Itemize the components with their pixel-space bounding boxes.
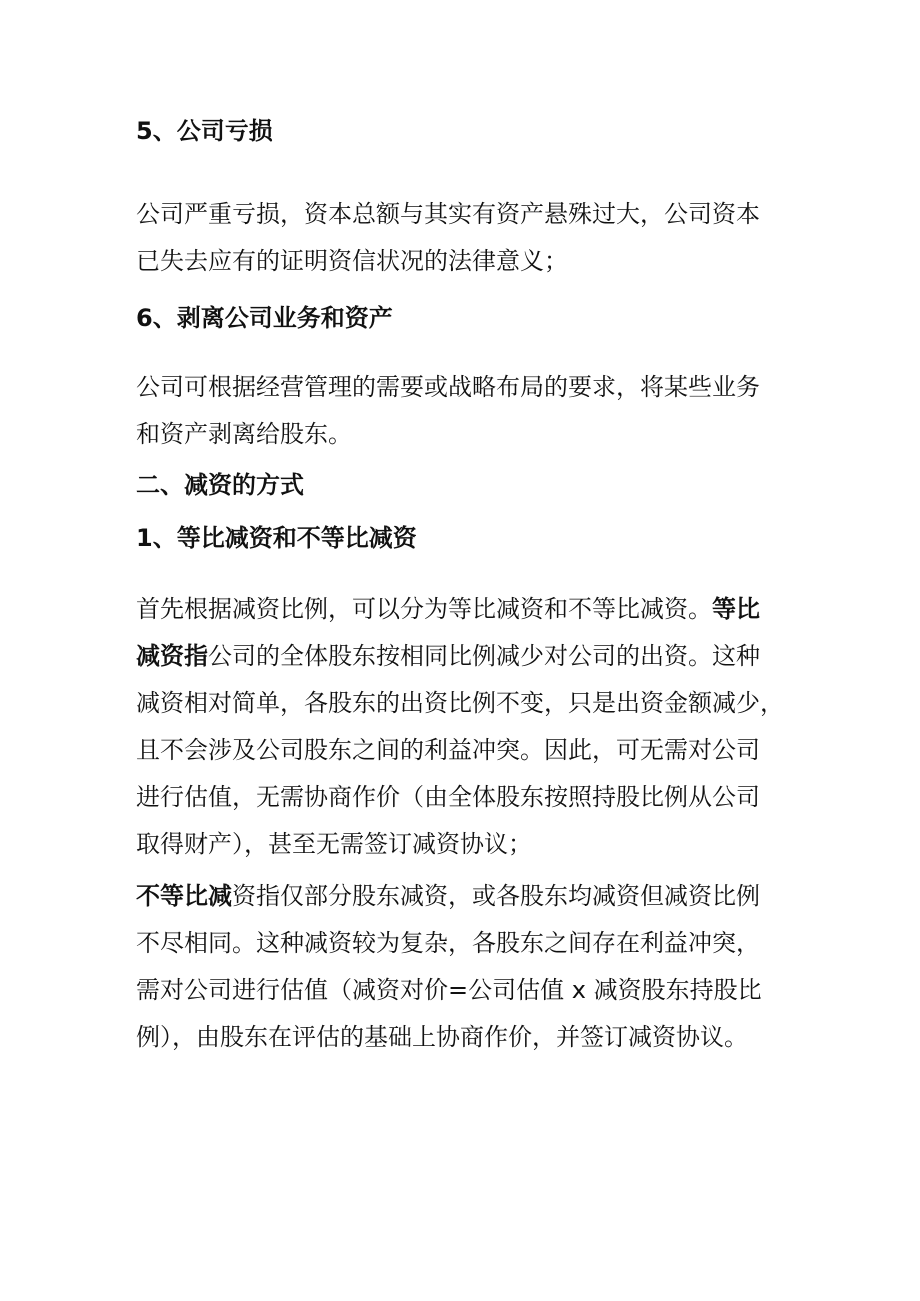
heading-text: 1、等比减资和不等比减资 (136, 524, 417, 552)
heading-6-divest-business (136, 301, 796, 335)
paragraph-line (136, 586, 796, 633)
paragraph-line: 公司可根据经营管理的需要或战略布局的要求，将某些业务 (136, 373, 760, 401)
heading-text: 二、减资的方式 (136, 471, 304, 499)
paragraph-line (136, 633, 796, 680)
paragraph-line: 需对公司进行估值（减资对价=公司估值 x 减资股东持股比 (136, 976, 762, 1004)
heading-text: 5、公司亏损 (136, 117, 273, 145)
bold-term: 不等比减 (136, 882, 232, 910)
paragraph-line: 例），由股东在评估的基础上协商作价，并签订减资协议。 (136, 1023, 748, 1051)
paragraph-non-proportional-reduction (136, 873, 796, 1061)
paragraph-line: 公司严重亏损，资本总额与其实有资产悬殊过大，公司资本 (136, 200, 760, 228)
paragraph-divest-business (136, 364, 796, 458)
paragraph-line: 和资产剥离给股东。 (136, 420, 352, 448)
paragraph-line: 取得财产），甚至无需签订减资协议； (136, 830, 532, 858)
paragraph-line: 减资相对简单，各股东的出资比例不变，只是出资金额减少， (136, 689, 784, 717)
paragraph-line: 且不会涉及公司股东之间的利益冲突。因此，可无需对公司 (136, 736, 760, 764)
paragraph-company-loss (136, 191, 796, 285)
paragraph-proportional-reduction (136, 586, 796, 868)
heading-5-company-loss (136, 114, 796, 148)
bold-term: 等比 (712, 595, 760, 623)
text-run: 资指仅部分股东减资，或各股东均减资但减资比例 (232, 882, 760, 910)
text-run: 公司的全体股东按相同比例减少对公司的出资。这种 (208, 642, 760, 670)
heading-text: 6、剥离公司业务和资产 (136, 304, 393, 332)
paragraph-line (136, 873, 796, 920)
paragraph-line: 进行估值，无需协商作价（由全体股东按照持股比例从公司 (136, 783, 760, 811)
bold-term: 减资指 (136, 642, 208, 670)
text-run: 首先根据减资比例，可以分为等比减资和不等比减资。 (136, 595, 712, 623)
paragraph-line: 不尽相同。这种减资较为复杂，各股东之间存在利益冲突， (136, 929, 760, 957)
paragraph-line: 已失去应有的证明资信状况的法律意义； (136, 247, 568, 275)
section-heading-reduction-methods (136, 468, 796, 502)
heading-1-proportional-reduction (136, 521, 796, 555)
